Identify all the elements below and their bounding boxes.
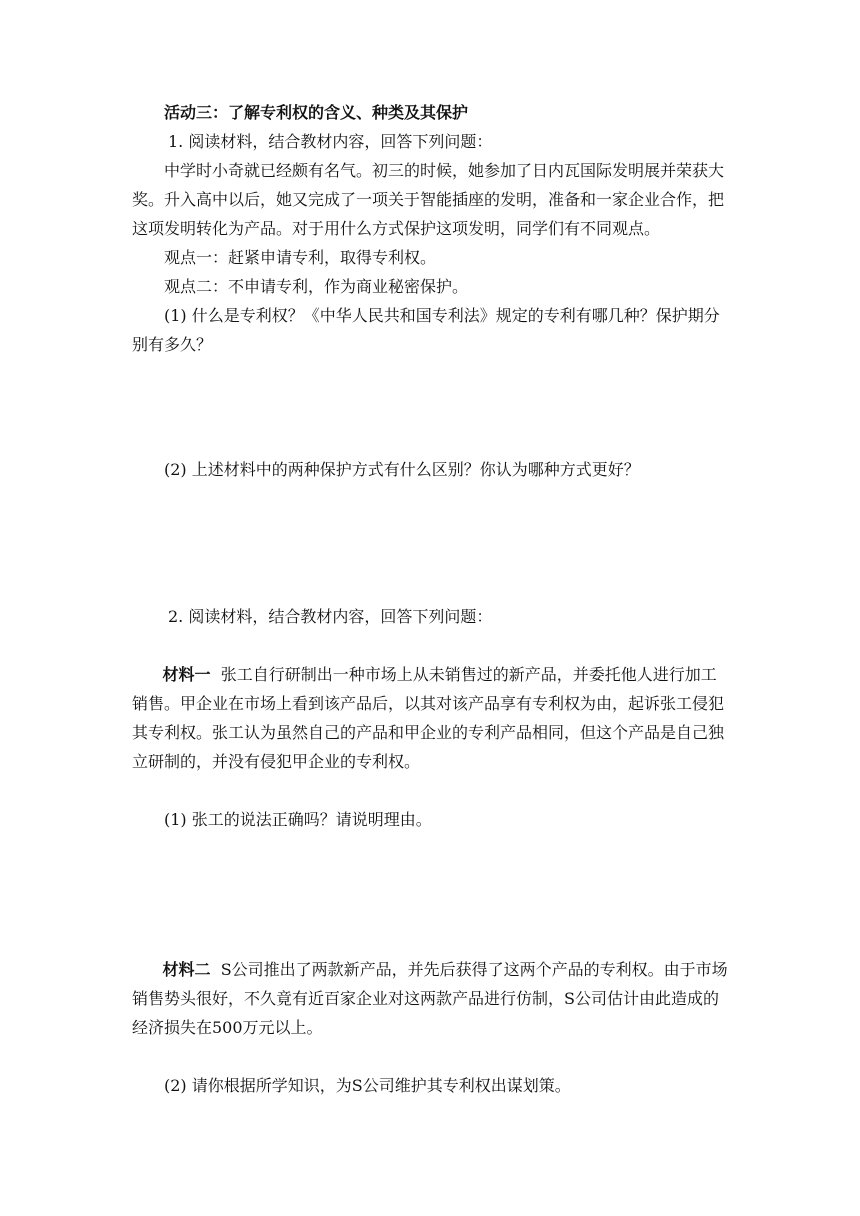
- answer-space-3: [132, 834, 732, 926]
- task1-view1: 观点一：赶紧申请专利，取得专利权。: [164, 248, 437, 267]
- task2-material2: [132, 926, 732, 1071]
- task2-prompt: 2. 阅读材料，结合教材内容，回答下列问题：: [168, 607, 493, 626]
- material2-text: S公司推出了两款新产品，并先后获得了这两个产品的专利权。由于市场销售势头很好，不久竟有近百家企业对这两款产品进行仿制，S公司估计由此造成的经济损失在500万元以上。: [132, 960, 728, 1037]
- answer-space-1: [132, 359, 732, 455]
- task1-question-1: (1) 什么是专利权？《中华人民共和国专利法》规定的专利有哪几种？保护期分别有多久？: [132, 306, 720, 354]
- task1-prompt: 1. 阅读材料，结合教材内容，回答下列问题：: [168, 132, 493, 151]
- material1-label: 材料一: [162, 665, 211, 684]
- task2-question-2: (2) 请你根据所学知识，为S公司维护其专利权出谋划策。: [164, 1076, 571, 1095]
- task1-question-2: (2) 上述材料中的两种保护方式有什么区别？你认为哪种方式更好？: [164, 460, 640, 479]
- material2-label: 材料二: [162, 960, 211, 979]
- task2-material1: [132, 631, 732, 805]
- material1-text: 张工自行研制出一种市场上从未销售过的新产品，并委托他人进行加工销售。甲企业在市场上看到该产品后，以其对该产品享有专利权为由，起诉张工侵犯其专利权。张工认为虽然自己的产品和甲企业的专利产品相同，但这个产品是自己独立研制的，并没有侵犯甲企业的专利权。: [132, 665, 725, 771]
- task1-story: 中学时小奇就已经颇有名气。初三的时候，她参加了日内瓦国际发明展并荣获大奖。升入高中以后，她又完成了一项关于智能插座的发明，准备和一家企业合作，把这项发明转化为产品。对于用什么方式保护这项发明，同学们有不同观点。: [132, 161, 725, 238]
- activity-title: 活动三：了解专利权的含义、种类及其保护: [164, 103, 469, 122]
- task1-view2: 观点二：不申请专利，作为商业秘密保护。: [164, 277, 469, 296]
- answer-space-2: [132, 484, 732, 602]
- task2-question-1: (1) 张工的说法正确吗？请说明理由。: [164, 810, 432, 829]
- activity-content: [132, 98, 732, 1100]
